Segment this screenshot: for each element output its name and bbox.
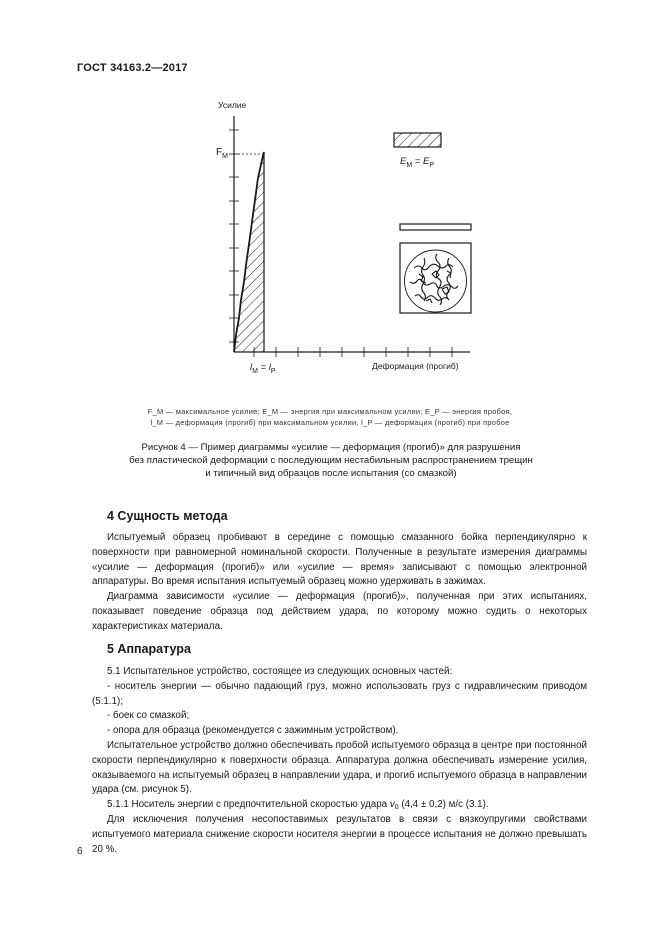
page-number: 6 <box>77 846 83 857</box>
section-5-paragraph-device: Испытательное устройство должно обеспечивать пробой испытуемого образца в центре при постоянной скорости перпендикулярно к поверхности образца. Аппаратура должна обеспечивать измерение усилия, оказываемого на испытуемый образец в направлении удара, и прогиб испытуемого образца в направлении удара (см. рисунок 5). <box>92 739 587 796</box>
section-4-paragraph-2: Диаграмма зависимости «усилие — деформация (прогиб)», полученная при этих испытаниях, показывает поведение образца под действием удара, по которому можно судить о некоторых характеристиках материала. <box>92 591 587 632</box>
figure-legend <box>100 406 560 428</box>
list-item-support: - опора для образца (рекомендуется с зажимным устройством). <box>107 725 399 737</box>
fm-label: $F_M$ <box>216 147 228 160</box>
list-item-energy-carrier: - носитель энергии — обычно падающий груз, можно использовать груз с гидравлическим приводом (5.1.1); <box>92 680 587 707</box>
caption-line-1: Рисунок 4 — Пример диаграммы «усилие — деформация (прогиб)» для разрушения <box>141 442 521 453</box>
section-5-paragraph-5-1: 5.1 Испытательное устройство, состоящее из следующих основных частей: <box>107 666 453 677</box>
y-axis-label: Усилие <box>218 100 247 110</box>
specimen-top-view <box>400 243 471 313</box>
section-5-paragraph-speed-limit: Для исключения получения несопоставимых результатов в связи с вязкоупругими свойствами испытуемого материала снижение скорости носителя энергии в процессе испытания не должно превышать 20 %. <box>92 813 587 855</box>
legend-line-1: F_M — максимальное усилие; E_M — энергия при максимальном усилии; E_P — энергия пробоя, <box>147 407 513 416</box>
section-5-title: 5 Аппаратура <box>107 642 191 656</box>
x-axis-label: Деформация (прогиб) <box>372 361 459 371</box>
caption-line-3: и типичный вид образцов после испытания (со смазкой) <box>205 468 457 479</box>
caption-line-2: без пластической деформации с последующим нестабильным распространением трещин <box>129 455 533 466</box>
section-5-paragraph-5-1-1: 5.1.1 Носитель энергии с предпочтительной скоростью удара $v_0$ (4,4 ± 0,2) м/с (3.1). <box>107 799 489 812</box>
energy-symbol-hatched <box>394 133 441 147</box>
document-header: ГОСТ 34163.2—2017 <box>77 62 188 74</box>
specimen-side-view <box>400 224 471 230</box>
list-item-striker: - боек со смазкой; <box>107 710 190 722</box>
lm-lp-label: $l_M = l_P$ <box>250 362 276 375</box>
em-ep-label: $E_M = E_P$ <box>400 156 435 169</box>
section-4-paragraph-1: Испытуемый образец пробивают в середине с помощью смазанного бойка перпендикулярно к поверхности при равномерной номинальной скорости. Полученные в результате измерения диаграммы «усилие — деформация (прогиб)» или «усилие — время» записывают с помощью электронной аппаратуры. Во время испытания испытуемый образец можно удерживать в зажимах. <box>92 532 587 588</box>
section-4-title: 4 Сущность метода <box>107 509 228 523</box>
legend-line-2: l_M — деформация (прогиб) при максимальном усилии, l_P — деформация (прогиб) при пробое <box>150 418 510 427</box>
figure-caption <box>92 441 570 480</box>
section-4-body <box>92 531 587 635</box>
figure-4-diagram <box>0 0 661 400</box>
section-5-body <box>92 665 587 857</box>
